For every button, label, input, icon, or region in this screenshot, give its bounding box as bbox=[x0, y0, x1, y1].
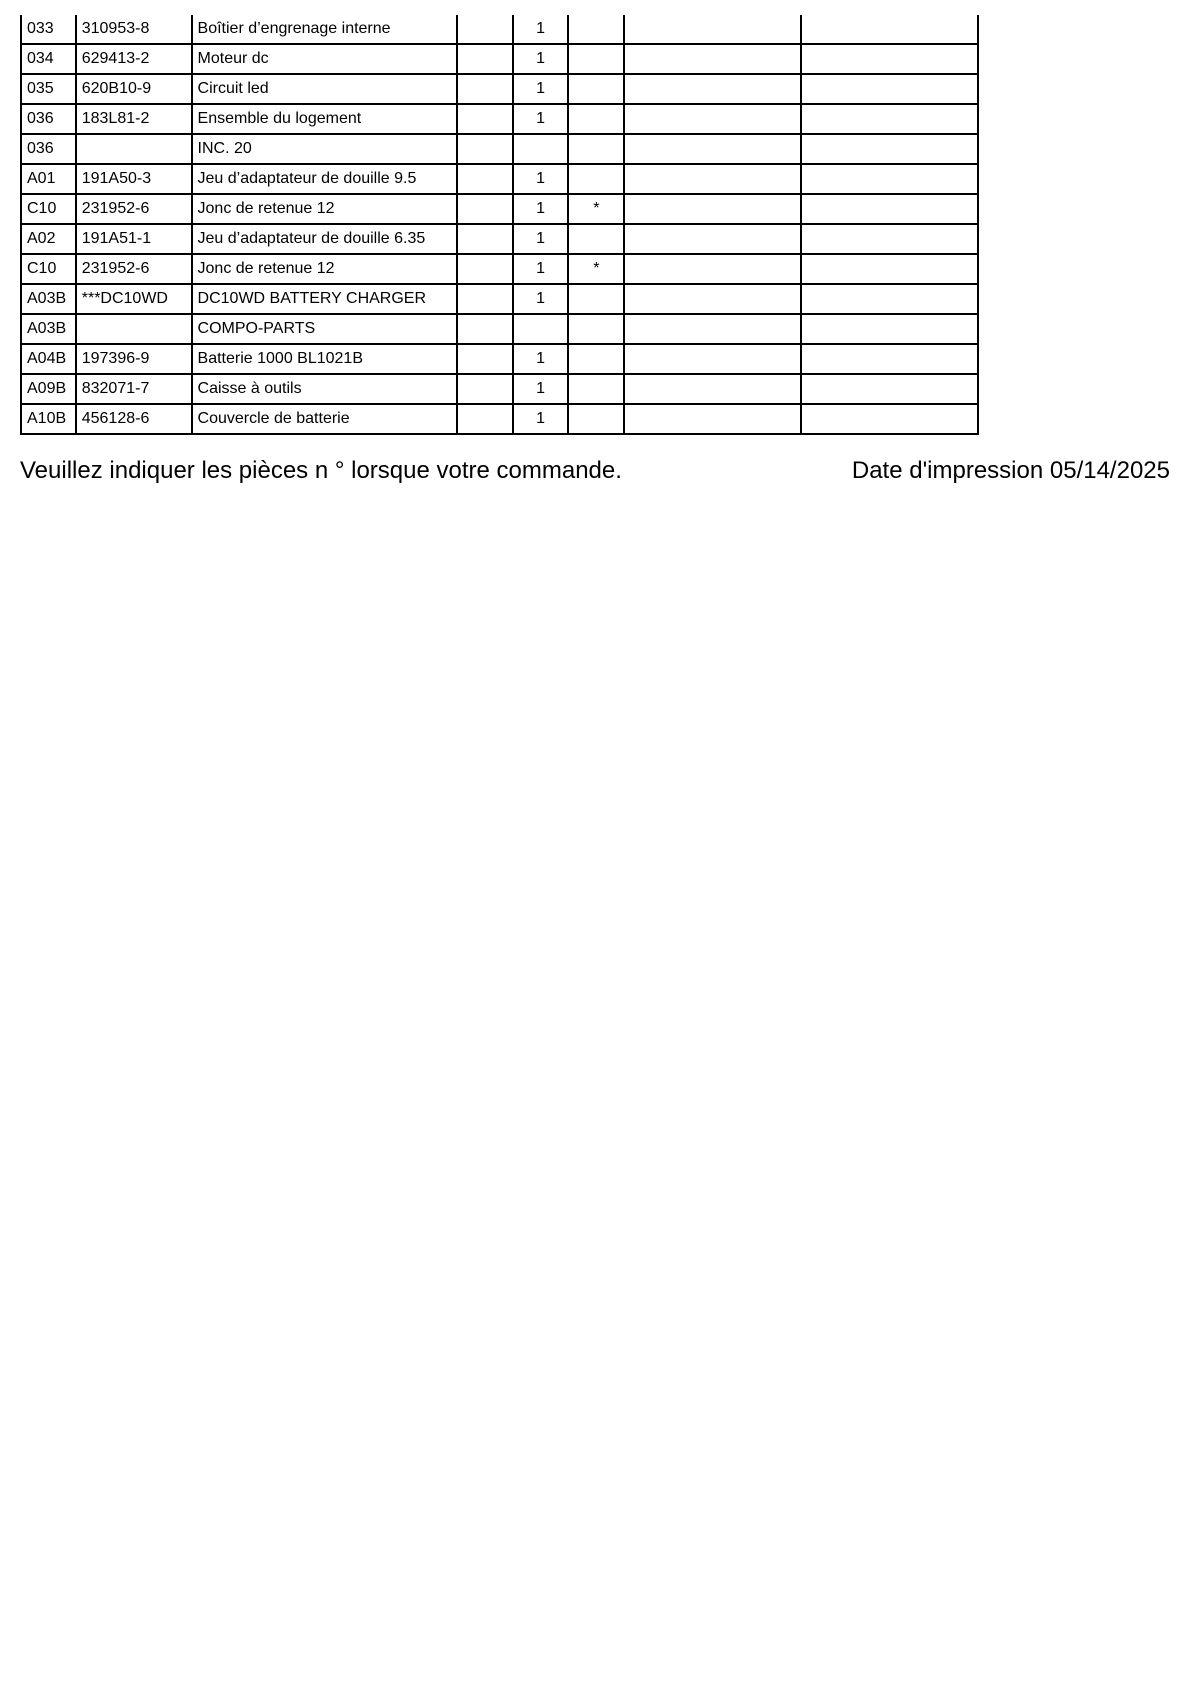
empty-cell bbox=[457, 374, 513, 404]
empty-cell bbox=[457, 74, 513, 104]
empty-cell bbox=[457, 404, 513, 434]
description-cell: DC10WD BATTERY CHARGER bbox=[192, 284, 457, 314]
mark-cell bbox=[568, 15, 624, 44]
empty-cell bbox=[624, 134, 801, 164]
description-cell: Jonc de retenue 12 bbox=[192, 194, 457, 224]
empty-cell bbox=[801, 284, 978, 314]
empty-cell bbox=[457, 284, 513, 314]
part-number-cell: 191A51-1 bbox=[76, 224, 192, 254]
description-cell: Moteur dc bbox=[192, 44, 457, 74]
mark-cell: * bbox=[568, 254, 624, 284]
description-cell: Circuit led bbox=[192, 74, 457, 104]
empty-cell bbox=[457, 254, 513, 284]
empty-cell bbox=[457, 344, 513, 374]
parts-table bbox=[20, 15, 979, 435]
ref-cell: A09B bbox=[21, 374, 76, 404]
quantity-cell: 1 bbox=[513, 44, 569, 74]
quantity-cell: 1 bbox=[513, 404, 569, 434]
quantity-cell: 1 bbox=[513, 164, 569, 194]
quantity-cell: 1 bbox=[513, 224, 569, 254]
mark-cell bbox=[568, 314, 624, 344]
part-number-cell bbox=[76, 314, 192, 344]
ref-cell: A01 bbox=[21, 164, 76, 194]
empty-cell bbox=[801, 344, 978, 374]
empty-cell bbox=[801, 314, 978, 344]
quantity-cell: 1 bbox=[513, 344, 569, 374]
part-number-cell: 183L81-2 bbox=[76, 104, 192, 134]
empty-cell bbox=[457, 104, 513, 134]
quantity-cell: 1 bbox=[513, 15, 569, 44]
empty-cell bbox=[624, 44, 801, 74]
table-row bbox=[21, 344, 978, 374]
print-date: Date d'impression 05/14/2025 bbox=[851, 457, 1170, 484]
ref-cell: C10 bbox=[21, 254, 76, 284]
ref-cell: 033 bbox=[21, 15, 76, 44]
table-row bbox=[21, 74, 978, 104]
part-number-cell: 456128-6 bbox=[76, 404, 192, 434]
ref-cell: C10 bbox=[21, 194, 76, 224]
part-number-cell: ***DC10WD bbox=[76, 284, 192, 314]
empty-cell bbox=[801, 374, 978, 404]
empty-cell bbox=[624, 194, 801, 224]
empty-cell bbox=[624, 404, 801, 434]
empty-cell bbox=[624, 254, 801, 284]
empty-cell bbox=[457, 15, 513, 44]
part-number-cell: 629413-2 bbox=[76, 44, 192, 74]
ref-cell: A02 bbox=[21, 224, 76, 254]
empty-cell bbox=[624, 164, 801, 194]
table-row bbox=[21, 194, 978, 224]
mark-cell bbox=[568, 134, 624, 164]
empty-cell bbox=[624, 104, 801, 134]
part-number-cell: 231952-6 bbox=[76, 194, 192, 224]
description-cell: Ensemble du logement bbox=[192, 104, 457, 134]
mark-cell bbox=[568, 44, 624, 74]
ref-cell: A03B bbox=[21, 284, 76, 314]
mark-cell bbox=[568, 104, 624, 134]
description-cell: Batterie 1000 BL1021B bbox=[192, 344, 457, 374]
ref-cell: 035 bbox=[21, 74, 76, 104]
empty-cell bbox=[457, 44, 513, 74]
empty-cell bbox=[457, 134, 513, 164]
quantity-cell bbox=[513, 314, 569, 344]
mark-cell bbox=[568, 284, 624, 314]
description-cell: Jeu d’adaptateur de douille 6.35 bbox=[192, 224, 457, 254]
mark-cell bbox=[568, 404, 624, 434]
quantity-cell: 1 bbox=[513, 284, 569, 314]
quantity-cell: 1 bbox=[513, 374, 569, 404]
table-row bbox=[21, 164, 978, 194]
empty-cell bbox=[457, 164, 513, 194]
empty-cell bbox=[457, 224, 513, 254]
ref-cell: A03B bbox=[21, 314, 76, 344]
table-row bbox=[21, 134, 978, 164]
description-cell: Jonc de retenue 12 bbox=[192, 254, 457, 284]
empty-cell bbox=[801, 104, 978, 134]
table-row bbox=[21, 254, 978, 284]
empty-cell bbox=[624, 314, 801, 344]
empty-cell bbox=[801, 44, 978, 74]
description-cell: Boîtier d’engrenage interne bbox=[192, 15, 457, 44]
mark-cell bbox=[568, 344, 624, 374]
description-cell: Caisse à outils bbox=[192, 374, 457, 404]
mark-cell bbox=[568, 74, 624, 104]
part-number-cell: 310953-8 bbox=[76, 15, 192, 44]
table-row bbox=[21, 15, 978, 44]
ref-cell: 036 bbox=[21, 104, 76, 134]
description-cell: INC. 20 bbox=[192, 134, 457, 164]
quantity-cell: 1 bbox=[513, 194, 569, 224]
part-number-cell: 620B10-9 bbox=[76, 74, 192, 104]
description-cell: Jeu d’adaptateur de douille 9.5 bbox=[192, 164, 457, 194]
part-number-cell bbox=[76, 134, 192, 164]
empty-cell bbox=[624, 224, 801, 254]
empty-cell bbox=[457, 314, 513, 344]
empty-cell bbox=[624, 15, 801, 44]
table-row bbox=[21, 104, 978, 134]
ref-cell: 034 bbox=[21, 44, 76, 74]
part-number-cell: 191A50-3 bbox=[76, 164, 192, 194]
empty-cell bbox=[624, 74, 801, 104]
mark-cell bbox=[568, 374, 624, 404]
empty-cell bbox=[801, 74, 978, 104]
part-number-cell: 197396-9 bbox=[76, 344, 192, 374]
empty-cell bbox=[801, 254, 978, 284]
empty-cell bbox=[624, 344, 801, 374]
empty-cell bbox=[801, 194, 978, 224]
empty-cell bbox=[801, 224, 978, 254]
table-row bbox=[21, 284, 978, 314]
table-row bbox=[21, 404, 978, 434]
empty-cell bbox=[457, 194, 513, 224]
quantity-cell: 1 bbox=[513, 74, 569, 104]
ref-cell: A10B bbox=[21, 404, 76, 434]
parts-table-body bbox=[21, 15, 978, 434]
empty-cell bbox=[624, 374, 801, 404]
mark-cell bbox=[568, 224, 624, 254]
empty-cell bbox=[624, 284, 801, 314]
table-row bbox=[21, 44, 978, 74]
empty-cell bbox=[801, 134, 978, 164]
description-cell: COMPO-PARTS bbox=[192, 314, 457, 344]
ref-cell: 036 bbox=[21, 134, 76, 164]
description-cell: Couvercle de batterie bbox=[192, 404, 457, 434]
table-row bbox=[21, 224, 978, 254]
mark-cell bbox=[568, 164, 624, 194]
quantity-cell bbox=[513, 134, 569, 164]
empty-cell bbox=[801, 15, 978, 44]
table-row bbox=[21, 374, 978, 404]
ref-cell: A04B bbox=[21, 344, 76, 374]
empty-cell bbox=[801, 404, 978, 434]
mark-cell: * bbox=[568, 194, 624, 224]
table-row bbox=[21, 314, 978, 344]
empty-cell bbox=[801, 164, 978, 194]
quantity-cell: 1 bbox=[513, 104, 569, 134]
part-number-cell: 832071-7 bbox=[76, 374, 192, 404]
part-number-cell: 231952-6 bbox=[76, 254, 192, 284]
order-instruction-note: Veuillez indiquer les pièces n ° lorsque votre commande. bbox=[20, 457, 622, 484]
quantity-cell: 1 bbox=[513, 254, 569, 284]
